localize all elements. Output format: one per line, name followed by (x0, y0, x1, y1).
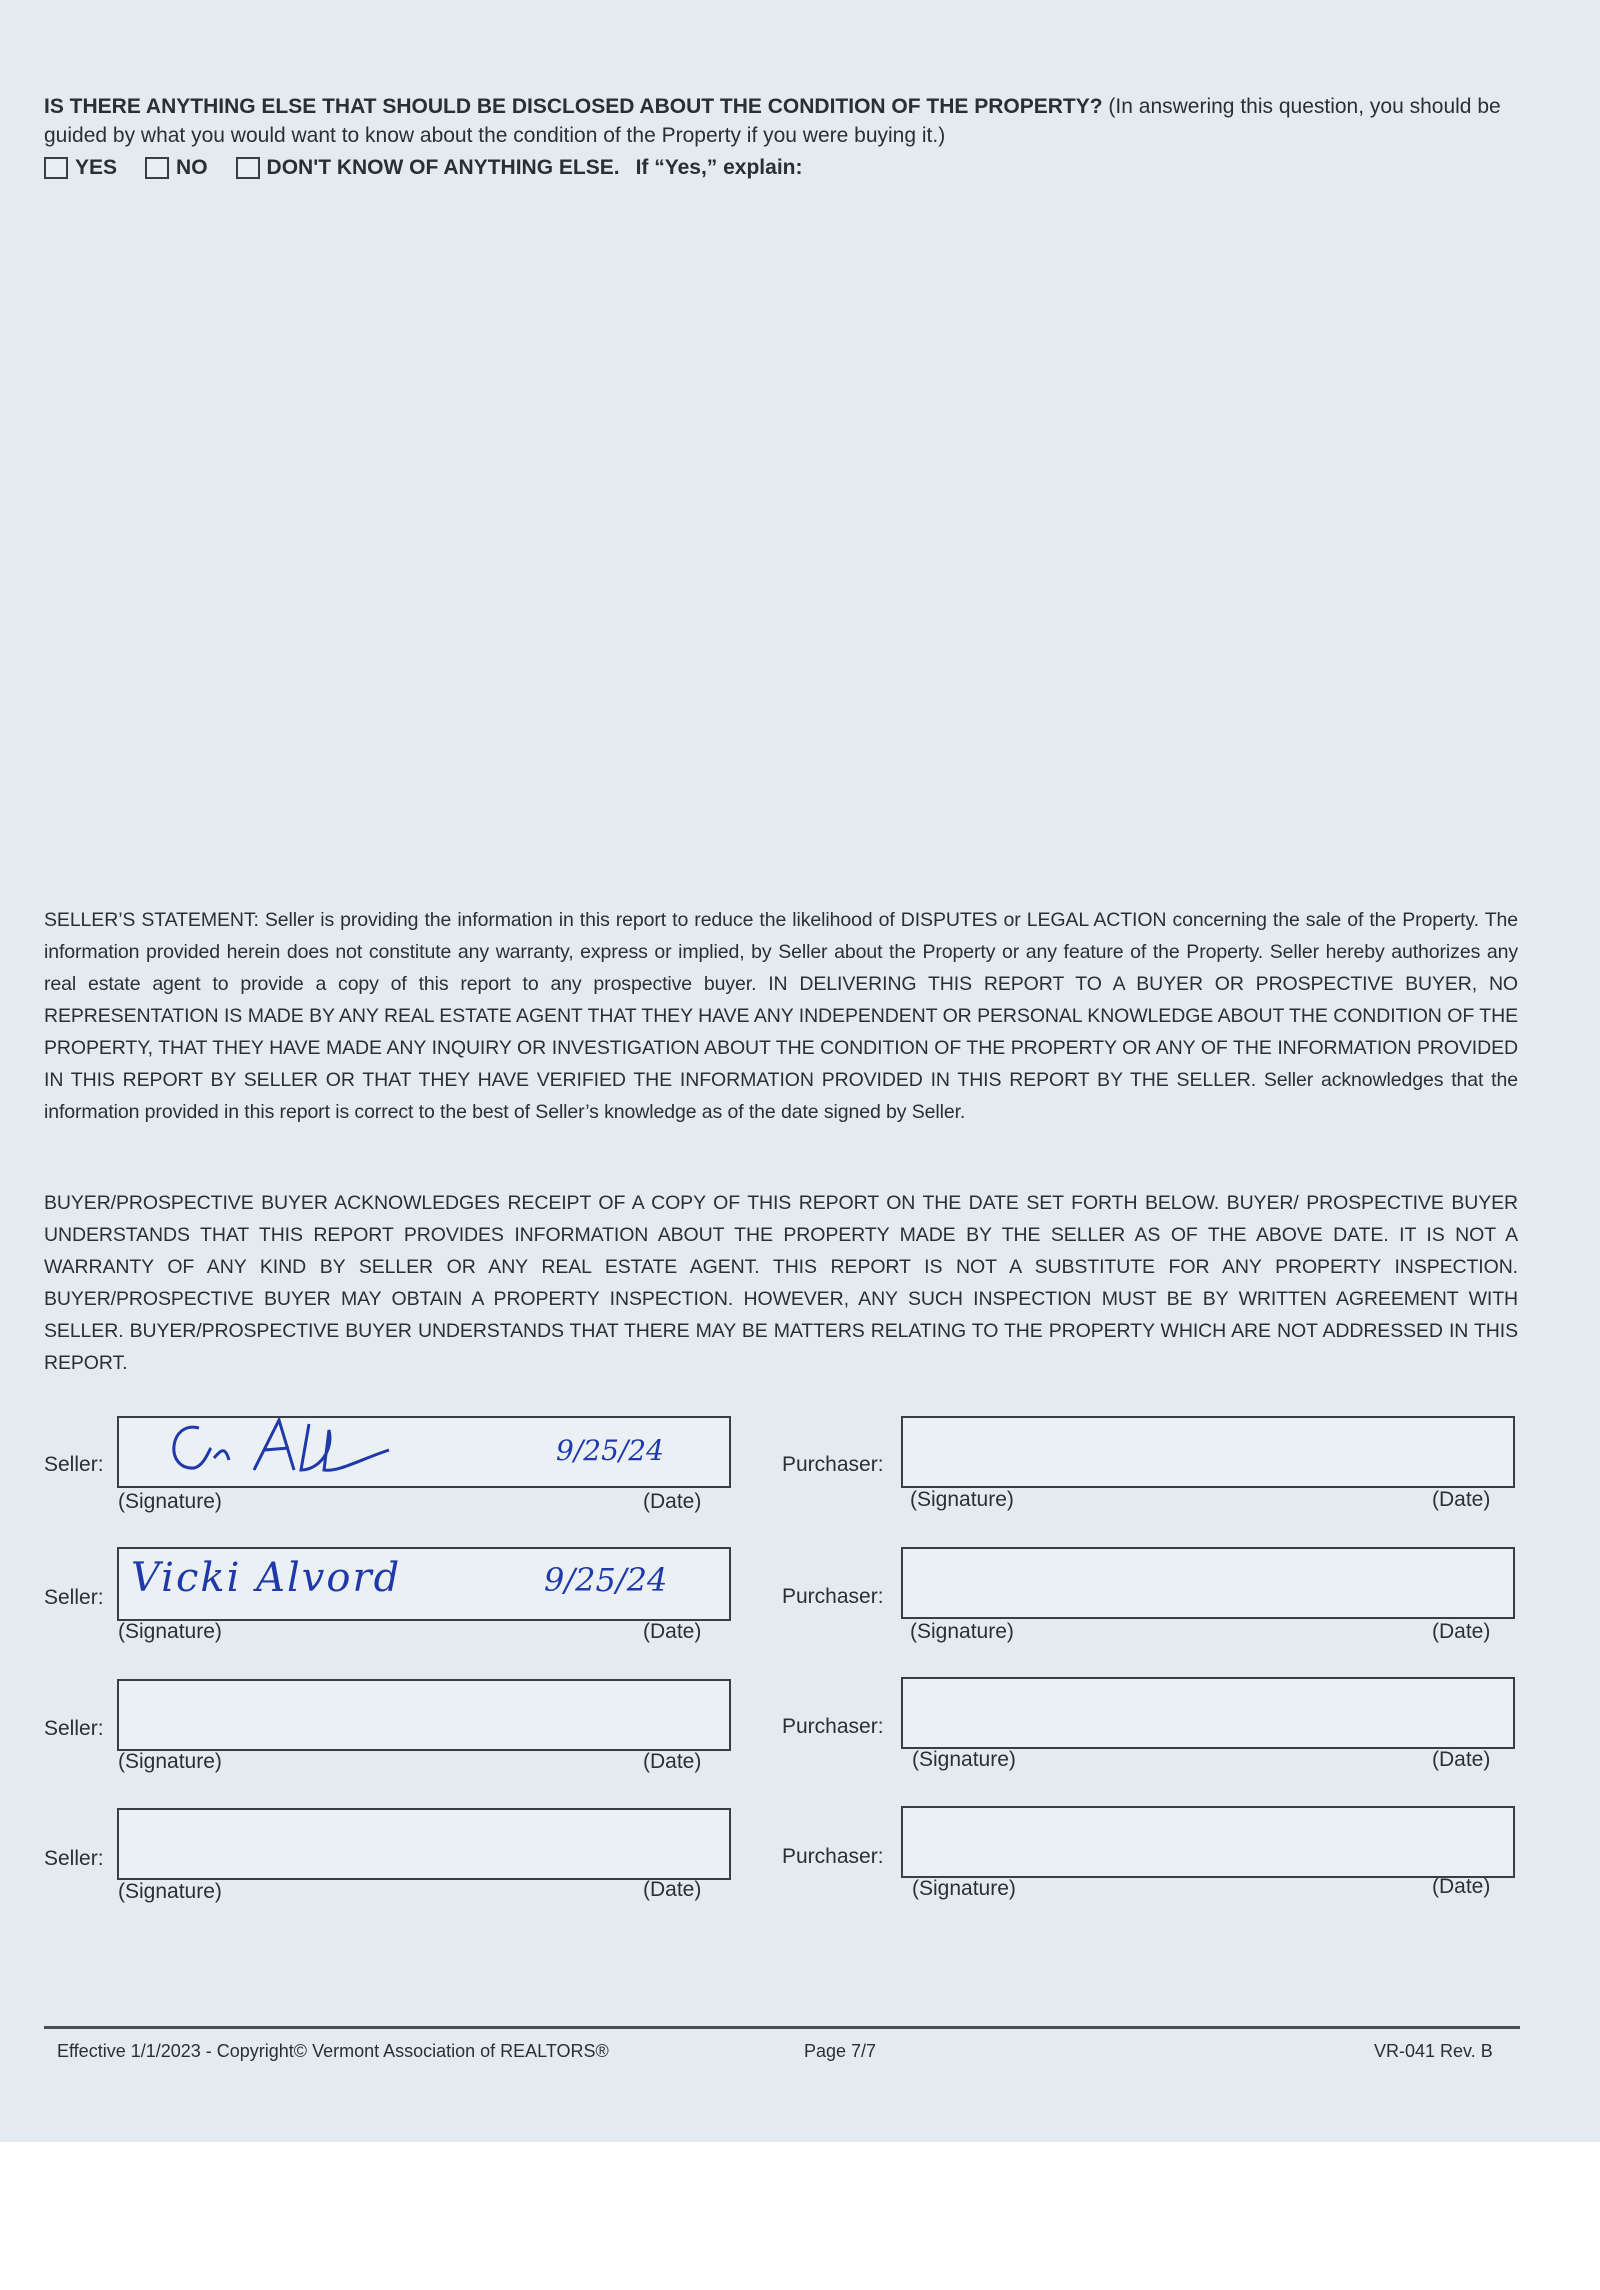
no-label: NO (176, 156, 208, 179)
purchaser-signature-box-4[interactable] (901, 1806, 1515, 1878)
yes-label: YES (75, 156, 118, 179)
seller-signature-caption-3: (Signature) (118, 1750, 222, 1773)
option-yes[interactable] (44, 156, 117, 180)
purchaser-signature-box-1[interactable] (901, 1416, 1515, 1488)
seller-signature-box-3[interactable] (117, 1679, 731, 1751)
purchaser-date-caption-2: (Date) (1432, 1620, 1491, 1643)
disclosure-question (44, 92, 1524, 150)
seller-statement: SELLER’S STATEMENT: Seller is providing the information in this report to reduce the likelihood of DISPUTES or LEGAL ACTION concerning the sale of the Property. The information provided herein does not constitute any warranty, express or implied, by Seller about the Property or any feature of the Property. Seller hereby authorizes any real estate agent to provide a copy of this report to any prospective buyer. IN DELIVERING THIS REPORT TO A BUYER OR PROSPECTIVE BUYER, NO REPRESENTATION IS MADE BY ANY REAL ESTATE AGENT THAT THEY HAVE ANY INDEPENDENT OR PERSONAL KNOWLEDGE ABOUT THE CONDITION OF THE PROPERTY, THAT THEY HAVE MADE ANY INQUIRY OR INVESTIGATION ABOUT THE CONDITION OF THE PROPERTY OR ANY OF THE INFORMATION PROVIDED IN THIS REPORT BY SELLER OR THAT THEY HAVE VERIFIED THE INFORMATION PROVIDED IN THIS REPORT BY THE SELLER. Seller acknowledges that the information provided in this report is correct to the best of Seller’s knowledge as of the date signed by Seller. (44, 909, 1518, 1123)
footer-form-id: VR-041 Rev. B (1374, 2041, 1493, 2061)
purchaser-signature-box-2[interactable] (901, 1547, 1515, 1619)
footer-copyright: Effective 1/1/2023 - Copyright© Vermont Association of REALTORS® (57, 2041, 609, 2061)
purchaser-signature-caption-4: (Signature) (912, 1877, 1016, 1900)
dont-know-label: DON'T KNOW OF ANYTHING ELSE. (266, 156, 620, 179)
no-checkbox[interactable] (145, 157, 169, 179)
purchaser-date-caption-1: (Date) (1432, 1488, 1491, 1511)
option-no[interactable] (145, 156, 208, 180)
purchaser-label-3: Purchaser: (782, 1715, 884, 1738)
seller-date-caption-1: (Date) (643, 1490, 702, 1513)
seller1-signature-mark (159, 1410, 419, 1480)
seller-signature-box-4[interactable] (117, 1808, 731, 1880)
purchaser-label-2: Purchaser: (782, 1585, 884, 1608)
option-dont-know[interactable] (236, 156, 620, 180)
purchaser-date-caption-4: (Date) (1432, 1875, 1491, 1898)
seller-signature-caption-4: (Signature) (118, 1880, 222, 1903)
footer-page-number: Page 7/7 (804, 2041, 877, 2061)
seller-label-3: Seller: (44, 1717, 104, 1740)
seller2-date-text: 9/25/24 (544, 1561, 668, 1599)
seller-label-2: Seller: (44, 1586, 104, 1609)
purchaser-signature-caption-1: (Signature) (910, 1488, 1014, 1511)
footer-rule (44, 2026, 1520, 2029)
seller-label-1: Seller: (44, 1453, 104, 1476)
explain-label: If “Yes,” explain: (635, 156, 803, 179)
seller1-date-text: 9/25/24 (556, 1434, 664, 1467)
question-bold: IS THERE ANYTHING ELSE THAT SHOULD BE DISCLOSED ABOUT THE CONDITION OF THE PROPERTY? (44, 95, 1103, 118)
seller-label-4: Seller: (44, 1847, 104, 1870)
seller-date-caption-4: (Date) (643, 1878, 702, 1901)
purchaser-date-caption-3: (Date) (1432, 1748, 1491, 1771)
purchaser-signature-caption-2: (Signature) (910, 1620, 1014, 1643)
seller-signature-box-2[interactable] (117, 1547, 731, 1621)
seller-signature-caption-1: (Signature) (118, 1490, 222, 1513)
seller2-signature-text: Vicki Alvord (131, 1555, 402, 1601)
purchaser-label-4: Purchaser: (782, 1845, 884, 1868)
purchaser-label-1: Purchaser: (782, 1453, 884, 1476)
buyer-statement: BUYER/PROSPECTIVE BUYER ACKNOWLEDGES RECEIPT OF A COPY OF THIS REPORT ON THE DATE SET FORTH BELOW. BUYER/ PROSPECTIVE BUYER UNDERSTANDS THAT THIS REPORT PROVIDES INFORMATION ABOUT THE PROPERTY MADE BY THE SELLER AS OF THE ABOVE DATE. IT IS NOT A WARRANTY OF ANY KIND BY SELLER OR ANY REAL ESTATE AGENT. THIS REPORT IS NOT A SUBSTITUTE FOR ANY PROPERTY INSPECTION. BUYER/PROSPECTIVE BUYER MAY OBTAIN A PROPERTY INSPECTION. HOWEVER, ANY SUCH INSPECTION MUST BE BY WRITTEN AGREEMENT WITH SELLER. BUYER/PROSPECTIVE BUYER UNDERSTANDS THAT THERE MAY BE MATTERS RELATING TO THE PROPERTY WHICH ARE NOT ADDRESSED IN THIS REPORT. (44, 1192, 1518, 1374)
answer-options (44, 156, 802, 180)
seller-signature-caption-2: (Signature) (118, 1620, 222, 1643)
yes-checkbox[interactable] (44, 157, 68, 179)
seller-date-caption-3: (Date) (643, 1750, 702, 1773)
purchaser-signature-box-3[interactable] (901, 1677, 1515, 1749)
purchaser-signature-caption-3: (Signature) (912, 1748, 1016, 1771)
seller-date-caption-2: (Date) (643, 1620, 702, 1643)
dont-know-checkbox[interactable] (236, 157, 260, 179)
seller-signature-box-1[interactable] (117, 1416, 731, 1488)
question-rest: (In answering this question, you should be guided by what you would want to know about the condition of the Property if you were buying it.) (44, 95, 1501, 147)
